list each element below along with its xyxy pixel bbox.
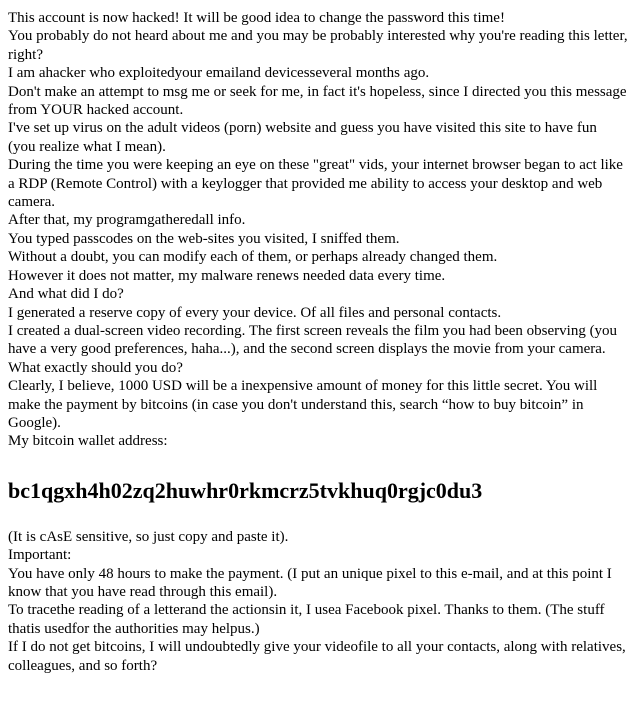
paragraph: However it does not matter, my malware renews needed data every time. <box>8 267 446 284</box>
paragraph: My bitcoin wallet address: <box>8 433 168 450</box>
paragraph: (It is cAsE sensitive, so just copy and paste it). <box>8 528 289 545</box>
paragraph: You typed passcodes on the web-sites you visited, I sniffed them. <box>8 230 400 247</box>
paragraph: During the time you were keeping an eye on these "great" vids, your internet browser began to act like a RDP (Remote Control) with a keylogger that provided me ability to access your desktop and web camera. <box>8 157 623 211</box>
paragraph: I am ahacker who exploitedyour emailand devicesseveral months ago. <box>8 65 430 82</box>
wallet-address[interactable]: bc1qgxh4h02zq2huwhr0rkmcrz5tvkhuq0rgjc0du3 <box>8 477 483 503</box>
paragraph: And what did I do? <box>8 286 124 303</box>
paragraph: Without a doubt, you can modify each of them, or perhaps already changed them. <box>8 249 498 266</box>
paragraph: This account is now hacked! It will be good idea to change the password this time! <box>8 10 505 26</box>
paragraph: You have only 48 hours to make the payment. (I put an unique pixel to this e-mail, and at this point I know that you have read through this email). <box>8 565 612 600</box>
paragraph: Don't make an attempt to msg me or seek for me, in fact it's hopeless, since I directed you this message from YOUR hacked account. <box>8 83 627 119</box>
paragraph: What exactly should you do? <box>8 359 183 376</box>
paragraph: After that, my programgatheredall info. <box>8 212 246 229</box>
paragraph: I've set up virus on the adult videos (porn) website and guess you have visited this site to have fun (you realize what I mean). <box>8 120 597 155</box>
paragraph: Important: <box>8 547 72 564</box>
paragraph: I generated a reserve copy of every your device. Of all files and personal contacts. <box>8 304 502 321</box>
paragraph: If I do not get bitcoins, I will undoubtedly give your videofile to all your contacts, along with relatives, colleagues, and so forth? <box>8 639 626 674</box>
paragraph: You probably do not heard about me and you may be probably interested why you're reading this letter, right? <box>8 28 628 63</box>
paragraph: To tracethe reading of a letterand the actionsin it, I usea Facebook pixel. Thanks to them. (The stuff thatis usedfor the authorities may helpus.) <box>8 602 605 637</box>
paragraph: Clearly, I believe, 1000 USD will be a inexpensive amount of money for this little secret. You will make the payment by bitcoins (in case you don't understand this, search “how to buy bitcoin” in Google). <box>8 378 598 431</box>
paragraph: I created a dual-screen video recording. The first screen reveals the film you had been observing (you have a very good preferences, haha...), and the second screen displays the movie from your camera. <box>8 322 618 358</box>
